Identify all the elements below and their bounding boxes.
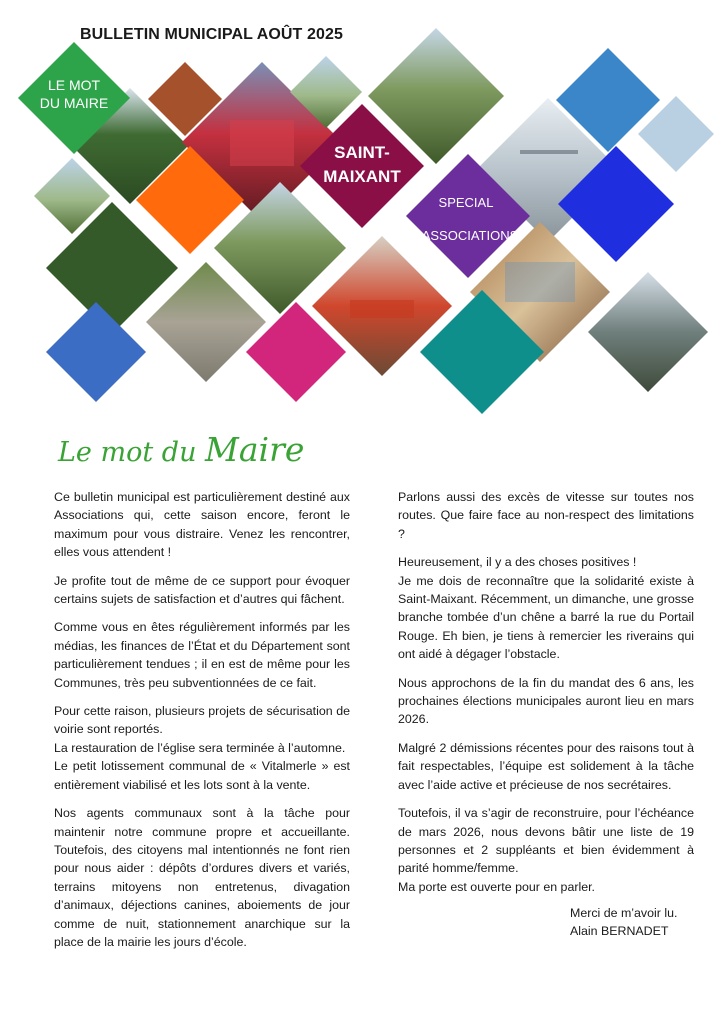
paragraph: Toutefois, il va s’agir de reconstruire, pour l’échéance de mars 2026, nous devons bâtir une liste de 19 personnes et 2 suppléants et bien évidemment à parité homme/femme. <box>398 806 694 876</box>
maire-label-line1: LE MOT <box>47 77 101 93</box>
paragraph: Parlons aussi des excès de vitesse sur toutes nos routes. Que faire face au non-respect des limitations ? <box>398 490 694 541</box>
paragraph: Nos agents communaux sont à la tâche pour maintenir notre commune propre et accueillante. Toutefois, des citoyens mal intentionnés ne font rien pour nous aider : dépôts d’ordures divers et variés, terrains mitoyens non entretenus, divagation d’animaux, déjections canines, aboiements de jour comme de nuit, stationnement anarchique sur la place de la mairie les jours d’école. <box>54 806 350 949</box>
paragraph: Malgré 2 démissions récentes pour des raisons tout à fait respectables, l’équipe est solidement à la tâche avec l’aide active et précieuse de nos secrétaires. <box>398 740 694 792</box>
room-table <box>520 150 578 154</box>
heading-text-start: Le mot du <box>58 437 206 468</box>
paragraph: La restauration de l’église sera terminée à l’automne. <box>54 740 346 755</box>
paragraph: Pour cette raison, plusieurs projets de sécurisation de voirie sont reportés. <box>54 704 350 737</box>
paragraph: Ma porte est ouverte pour en parler. <box>398 879 595 894</box>
paragraph: Nous approchons de la fin du mandat des 6 ans, les prochaines élections municipales auront lieu en mars 2026. <box>398 675 694 727</box>
library-books <box>505 262 575 302</box>
maire-label-line2: DU MAIRE <box>39 95 109 111</box>
special-label-line2: ASSOCIATIONS <box>421 228 519 243</box>
cover-mosaic <box>0 0 724 420</box>
bulletin-title: BULLETIN MUNICIPAL AOÛT 2025 <box>80 26 343 43</box>
article-heading <box>58 430 304 469</box>
special-label-line1: SPECIAL <box>438 195 494 210</box>
paragraph: Je me dois de reconnaître que la solidarité existe à Saint-Maixant. Récemment, un dimanche, une grosse branche tombée d’un chêne a barré la rue du Portail Rouge. Eh bien, je tiens à remercier les riverains qui ont aidé à dégager l’obstacle. <box>398 573 694 662</box>
paragraph: Le petit lotissement communal de « Vitalmerle » est entièrement viabilisé et les lots sont à la vente. <box>54 759 350 792</box>
diamond-steel-blue <box>46 302 146 402</box>
signature-thanks: Merci de m’avoir lu. <box>570 906 678 920</box>
paragraph: Comme vous en êtes régulièrement informés par les médias, les finances de l’État et du Département sont particulièrement tendues ; il en est de même pour les Communes, très peu subventionnées de ce fait. <box>54 620 350 690</box>
building-facade <box>230 120 294 166</box>
paragraph: Heureusement, il y a des choses positives ! <box>398 555 637 570</box>
signature-block <box>570 904 677 941</box>
commune-name-line2: MAIXANT <box>323 167 401 186</box>
article-column-left <box>54 488 350 961</box>
article-column-right <box>398 488 694 906</box>
classroom-tables <box>350 300 414 318</box>
paragraph: Ce bulletin municipal est particulièrement destiné aux Associations qui, cette saison encore, feront le maximum pour vous distraire. Venez les rencontrer, elles vous attendent ! <box>54 490 350 560</box>
heading-text-maire: Maire <box>205 430 305 469</box>
signature-name: Alain BERNADET <box>570 924 669 939</box>
commune-name-line1: SAINT- <box>334 143 390 162</box>
paragraph: Je profite tout de même de ce support pour évoquer certains sujets de satisfaction et d’autres qui fâchent. <box>54 573 350 607</box>
